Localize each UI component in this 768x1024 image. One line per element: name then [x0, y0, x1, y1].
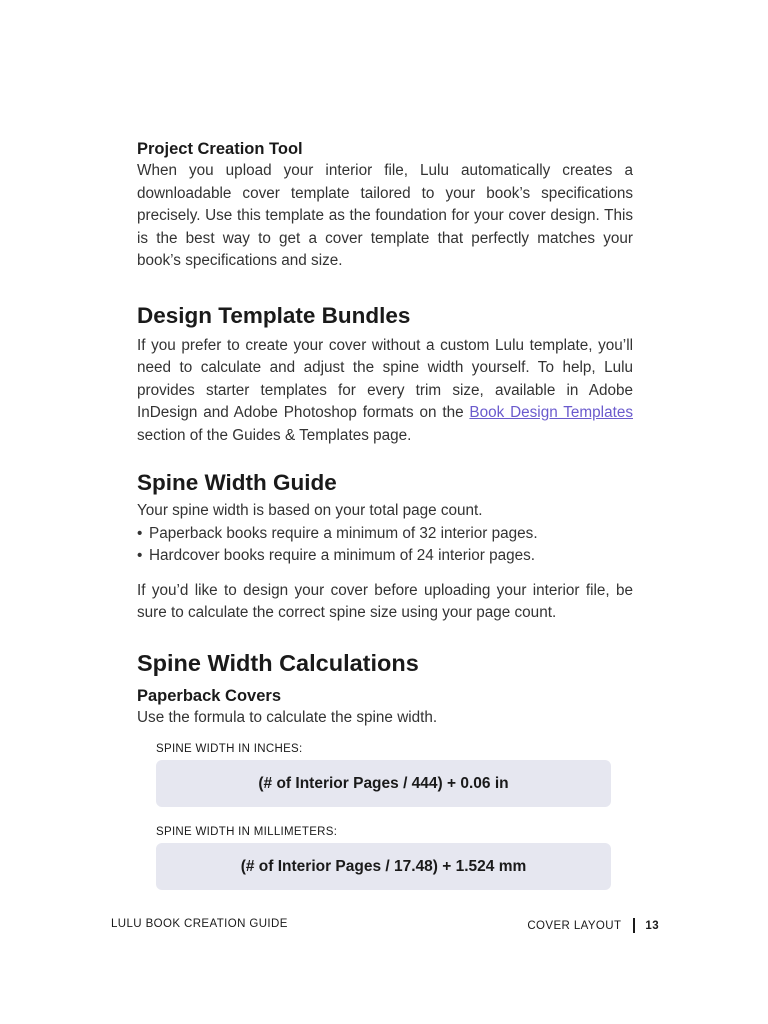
inches-formula-box: (# of Interior Pages / 444) + 0.06 in — [156, 760, 611, 807]
mm-label: SPINE WIDTH IN MILLIMETERS: — [156, 826, 338, 838]
bullet-icon: • — [137, 524, 143, 542]
spine-guide-list — [137, 523, 633, 568]
design-templates-body-tail: section of the Guides & Templates page. — [137, 426, 412, 444]
mm-formula-box: (# of Interior Pages / 17.48) + 1.524 mm — [156, 843, 611, 890]
footer-guide-title: LULU BOOK CREATION GUIDE — [111, 918, 288, 930]
design-templates-body-text: If you prefer to create your cover without a custom Lulu template, you’ll need to calculate and adjust the spine width yourself. To help, Lulu provides starter templates for every trim size, available in Adobe InDesign and Adobe Photoshop formats on the — [137, 336, 633, 421]
spine-calc-heading: Spine Width Calculations — [137, 649, 419, 676]
inches-label: SPINE WIDTH IN INCHES: — [156, 743, 303, 755]
book-design-templates-link[interactable]: Book Design Templates — [469, 404, 633, 421]
project-creation-heading: Project Creation Tool — [137, 140, 303, 158]
bullet-text: Paperback books require a minimum of 32 interior pages. — [149, 524, 538, 542]
page-number: 13 — [645, 919, 659, 932]
spine-calc-intro: Use the formula to calculate the spine width. — [137, 708, 438, 726]
spine-guide-note: If you’d like to design your cover before uploading your interior file, be sure to calculate the correct spine size using your page count. — [137, 581, 633, 621]
design-templates-body — [137, 335, 633, 448]
footer-right — [527, 918, 659, 933]
project-creation-body: When you upload your interior file, Lulu automatically creates a downloadable cover template tailored to your book’s specifications precisely. Use this template as the foundation for your cover design. This is the best way to get a cover template that perfectly matches your book’s specifications and size. — [137, 162, 633, 269]
bullet-text: Hardcover books require a minimum of 24 interior pages. — [149, 547, 535, 564]
footer-divider — [633, 918, 635, 933]
list-item — [137, 545, 633, 568]
spine-guide-intro: Your spine width is based on your total page count. — [137, 502, 483, 519]
list-item — [137, 523, 633, 546]
bullet-icon: • — [137, 547, 143, 564]
spine-guide-heading: Spine Width Guide — [137, 470, 337, 495]
design-templates-heading: Design Template Bundles — [137, 302, 411, 328]
paperback-covers-heading: Paperback Covers — [137, 686, 281, 705]
page-content — [137, 138, 633, 890]
footer-section: COVER LAYOUT — [527, 919, 622, 932]
page-footer — [111, 918, 659, 936]
